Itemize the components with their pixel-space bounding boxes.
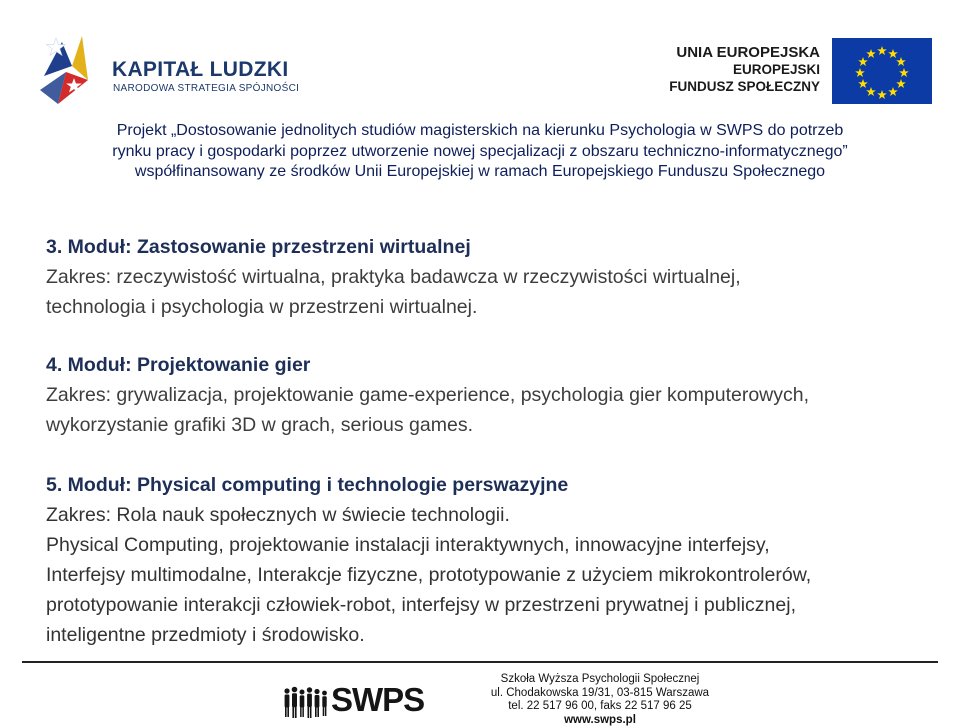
project-description (0, 121, 960, 183)
module-4-title: 4. Moduł: Projektowanie gier (46, 354, 311, 376)
module-3-title: 3. Moduł: Zastosowanie przestrzeni wirtualnej (46, 236, 471, 258)
module-5-line-2: Physical Computing, projektowanie instalacji interaktywnych, innowacyjne interfejsy, (46, 534, 770, 556)
eu-logo-line3: FUNDUSZ SPOŁECZNY (669, 79, 820, 94)
project-line-2: rynku pracy i gospodarki poprzez utworzenie nowej specjalizacji z obszaru techniczno-informatycznego” (112, 142, 848, 160)
module-5 (46, 470, 811, 650)
eu-flag-icon (832, 38, 932, 104)
kapital-ludzki-title: KAPITAŁ LUDZKI (112, 58, 289, 81)
swps-logo-text: SWPS (331, 681, 425, 718)
module-4-line-2: wykorzystanie grafiki 3D w grach, serious games. (46, 414, 473, 436)
module-5-line-4: prototypowanie interakcji człowiek-robot, interfejsy w przestrzeni prywatnej i publicznej, (46, 594, 796, 616)
module-3-line-1: Zakres: rzeczywistość wirtualna, praktyka badawcza w rzeczywistości wirtualnej, (46, 266, 741, 288)
kapital-ludzki-logo (36, 32, 300, 110)
footer-address-line-3: tel. 22 517 96 00, faks 22 517 96 25 (508, 700, 692, 712)
module-4-line-1: Zakres: grywalizacja, projektowanie game-experience, psychologia gier komputerowych, (46, 384, 810, 406)
eu-logo-text (669, 44, 820, 95)
project-line-1: Projekt „Dostosowanie jednolitych studiów magisterskich na kierunku Psychologia w SWPS do potrzeb (116, 122, 844, 139)
kapital-ludzki-subtitle: NARODOWA STRATEGIA SPÓJNOŚCI (113, 83, 300, 94)
project-line-3: współfinansowany ze środków Unii Europejskiej w ramach Europejskiego Funduszu Społecznego (134, 163, 826, 180)
footer-address-line-1: Szkoła Wyższa Psychologii Społecznej (500, 673, 700, 685)
module-4 (46, 350, 809, 440)
swps-logo (283, 681, 423, 721)
footer-address (470, 673, 730, 727)
module-5-title: 5. Moduł: Physical computing i technologie perswazyjne (46, 474, 569, 496)
module-5-line-1: Zakres: Rola nauk społecznych w świecie technologii. (46, 504, 510, 526)
eu-logo (662, 38, 932, 102)
module-5-line-3: Interfejsy multimodalne, Interakcje fizyczne, prototypowanie z użyciem mikrokontrolerów, (46, 564, 812, 586)
module-3-line-2: technologia i psychologia w przestrzeni wirtualnej. (46, 296, 478, 318)
eu-logo-line1: UNIA EUROPEJSKA (676, 44, 820, 61)
footer-divider (22, 661, 938, 663)
swps-people-icon (283, 685, 329, 721)
kapital-ludzki-emblem-icon (36, 32, 112, 110)
footer-address-line-2: ul. Chodakowska 19/31, 03-815 Warszawa (490, 686, 710, 699)
footer-website-link[interactable]: www.swps.pl (564, 713, 636, 726)
module-3 (46, 232, 741, 322)
eu-logo-line2: EUROPEJSKI (732, 62, 820, 77)
module-5-line-5: inteligentne przedmioty i środowisko. (46, 624, 365, 646)
